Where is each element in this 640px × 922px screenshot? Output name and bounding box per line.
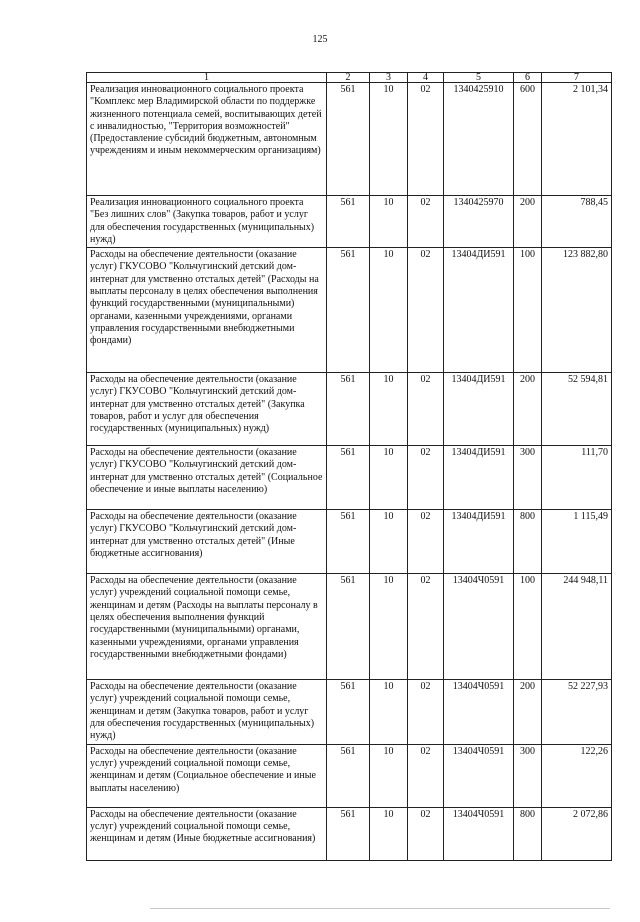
subsection-code: 02 — [408, 373, 444, 446]
column-header: 1 — [87, 73, 327, 83]
expense-type-code: 100 — [514, 248, 542, 373]
admin-code: 561 — [327, 83, 370, 196]
amount: 122,26 — [542, 744, 612, 807]
admin-code: 561 — [327, 510, 370, 574]
subsection-code: 02 — [408, 446, 444, 510]
table-row — [87, 196, 612, 248]
row-description: Реализация инновационного социального проекта "Комплекс мер Владимирской области по поддержке жизненного потенциала семей, воспитывающих детей с инвалидностью, "Территория возможностей" (Предоставление субсидий бюджетным, автономным учреждениям и иным некоммерческим организациям) — [87, 83, 327, 196]
table-row — [87, 83, 612, 196]
expense-type-code: 800 — [514, 510, 542, 574]
column-header: 3 — [370, 73, 408, 83]
amount: 1 115,49 — [542, 510, 612, 574]
section-code: 10 — [370, 744, 408, 807]
row-description: Расходы на обеспечение деятельности (оказание услуг) ГКУСОВО "Кольчугинский детский дом-интернат для умственно отсталых детей" (Социальное обеспечение и иные выплаты населению) — [87, 446, 327, 510]
table-header-row — [87, 73, 612, 83]
admin-code: 561 — [327, 373, 370, 446]
page-number: 125 — [312, 34, 328, 45]
column-header: 4 — [408, 73, 444, 83]
subsection-code: 02 — [408, 680, 444, 744]
admin-code: 561 — [327, 807, 370, 860]
table-row — [87, 510, 612, 574]
target-article-code: 13404Ч0591 — [444, 680, 514, 744]
section-code: 10 — [370, 248, 408, 373]
table-row — [87, 807, 612, 860]
row-description: Расходы на обеспечение деятельности (оказание услуг) ГКУСОВО "Кольчугинский детский дом-интернат для умственно отсталых детей" (Иные бюджетные ассигнования) — [87, 510, 327, 574]
section-code: 10 — [370, 680, 408, 744]
row-description: Расходы на обеспечение деятельности (оказание услуг) учреждений социальной помощи семье, женщинам и детям (Расходы на выплаты персоналу в целях обеспечения выполнения функций государственными (муниципальными) органами, казенными учреждениями, органами управления государственными внебюджетными фондами) — [87, 574, 327, 680]
column-header: 5 — [444, 73, 514, 83]
admin-code: 561 — [327, 196, 370, 248]
section-code: 10 — [370, 373, 408, 446]
expense-type-code: 200 — [514, 373, 542, 446]
amount: 244 948,11 — [542, 574, 612, 680]
section-code: 10 — [370, 446, 408, 510]
row-description: Реализация инновационного социального проекта "Без лишних слов" (Закупка товаров, работ и услуг для обеспечения государственных (муниципальных) нужд) — [87, 196, 327, 248]
column-header: 2 — [327, 73, 370, 83]
target-article-code: 13404Ч0591 — [444, 574, 514, 680]
subsection-code: 02 — [408, 807, 444, 860]
subsection-code: 02 — [408, 83, 444, 196]
row-description: Расходы на обеспечение деятельности (оказание услуг) ГКУСОВО "Кольчугинский детский дом-интернат для умственно отсталых детей" (Закупка товаров, работ и услуг для обеспечения государственных (муниципальных) нужд) — [87, 373, 327, 446]
section-code: 10 — [370, 83, 408, 196]
subsection-code: 02 — [408, 196, 444, 248]
scan-margin-mark — [150, 908, 610, 909]
target-article-code: 13404Ч0591 — [444, 744, 514, 807]
section-code: 10 — [370, 574, 408, 680]
admin-code: 561 — [327, 680, 370, 744]
row-description: Расходы на обеспечение деятельности (оказание услуг) учреждений социальной помощи семье, женщинам и детям (Иные бюджетные ассигнования) — [87, 807, 327, 860]
target-article-code: 13404ДИ591 — [444, 510, 514, 574]
table-row — [87, 248, 612, 373]
admin-code: 561 — [327, 446, 370, 510]
row-description: Расходы на обеспечение деятельности (оказание услуг) ГКУСОВО "Кольчугинский детский дом-интернат для умственно отсталых детей" (Расходы на выплаты персоналу в целях обеспечения выполнения функций государственными (муниципальными) органами, казенными учреждениями, органами управления государственными внебюджетными фондами) — [87, 248, 327, 373]
amount: 52 594,81 — [542, 373, 612, 446]
section-code: 10 — [370, 807, 408, 860]
target-article-code: 13404Ч0591 — [444, 807, 514, 860]
subsection-code: 02 — [408, 744, 444, 807]
amount: 2 101,34 — [542, 83, 612, 196]
target-article-code: 1340425910 — [444, 83, 514, 196]
target-article-code: 1340425970 — [444, 196, 514, 248]
expense-type-code: 200 — [514, 196, 542, 248]
table-row — [87, 446, 612, 510]
subsection-code: 02 — [408, 574, 444, 680]
admin-code: 561 — [327, 574, 370, 680]
expense-type-code: 300 — [514, 744, 542, 807]
expense-type-code: 600 — [514, 83, 542, 196]
amount: 52 227,93 — [542, 680, 612, 744]
amount: 123 882,80 — [542, 248, 612, 373]
section-code: 10 — [370, 196, 408, 248]
table-row — [87, 680, 612, 744]
expense-type-code: 100 — [514, 574, 542, 680]
admin-code: 561 — [327, 248, 370, 373]
expense-type-code: 300 — [514, 446, 542, 510]
table-row — [87, 744, 612, 807]
column-header: 6 — [514, 73, 542, 83]
section-code: 10 — [370, 510, 408, 574]
subsection-code: 02 — [408, 248, 444, 373]
amount: 2 072,86 — [542, 807, 612, 860]
subsection-code: 02 — [408, 510, 444, 574]
admin-code: 561 — [327, 744, 370, 807]
row-description: Расходы на обеспечение деятельности (оказание услуг) учреждений социальной помощи семье, женщинам и детям (Закупка товаров, работ и услуг для обеспечения государственных (муниципальных) нужд) — [87, 680, 327, 744]
target-article-code: 13404ДИ591 — [444, 446, 514, 510]
amount: 111,70 — [542, 446, 612, 510]
expense-type-code: 200 — [514, 680, 542, 744]
table-row — [87, 574, 612, 680]
column-header: 7 — [542, 73, 612, 83]
target-article-code: 13404ДИ591 — [444, 373, 514, 446]
amount: 788,45 — [542, 196, 612, 248]
budget-table — [86, 72, 612, 861]
target-article-code: 13404ДИ591 — [444, 248, 514, 373]
expense-type-code: 800 — [514, 807, 542, 860]
table-row — [87, 373, 612, 446]
row-description: Расходы на обеспечение деятельности (оказание услуг) учреждений социальной помощи семье, женщинам и детям (Социальное обеспечение и иные выплаты населению) — [87, 744, 327, 807]
